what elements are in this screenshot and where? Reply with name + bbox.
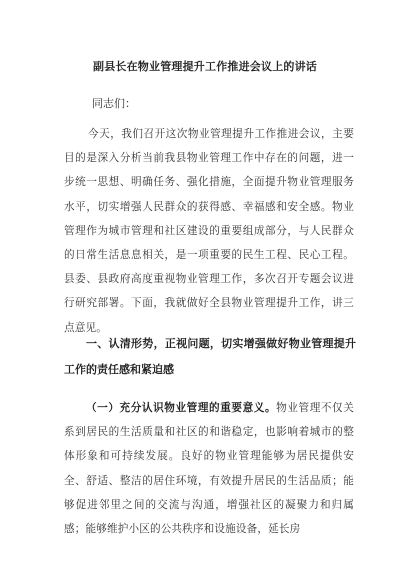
subheading-1: （一）充分认识物业管理的重要意义。 (86, 402, 277, 414)
intro-paragraph: 今天，我们召开这次物业管理提升工作推进会议，主要目的是深入分析当前我县物业管理工作中存在的问题，进一步统一思想、明确任务、强化措施，全面提升物业管理服务水平，切实增强人民群众的获得感、幸福感和安全感。物业管理作为城市管理和社区建设的重要组成部分，与人民群众的日常生活息息相关，是一项重要的民生工程、民心工程。县委、县政府高度重视物业管理工作，多次召开专题会议进行研究部署。下面，我就做好全县物业管理提升工作，讲三点意见。 (64, 128, 354, 334)
section-heading-1: 一、认清形势，正视问题，切实增强做好物业管理提升工作的责任感和紧迫感 (64, 337, 356, 376)
section-paragraph-1 (64, 396, 354, 541)
section-paragraph-1-text: 物业管理不仅关系到居民的生活质量和社区的和谐稳定，也影响着城市的整体形象和可持续发展。良好的物业管理能够为居民提供安全、舒适、整洁的居住环境，有效提升居民的生活品质；能够促进邻里之间的交流与沟通，增强社区的凝聚力和归属感；能够维护小区的公共秩序和设施设备，延长房 (64, 402, 354, 536)
document-title: 副县长在物业管理提升工作推进会议上的讲话 (93, 60, 317, 73)
greeting: 同志们： (92, 97, 136, 110)
